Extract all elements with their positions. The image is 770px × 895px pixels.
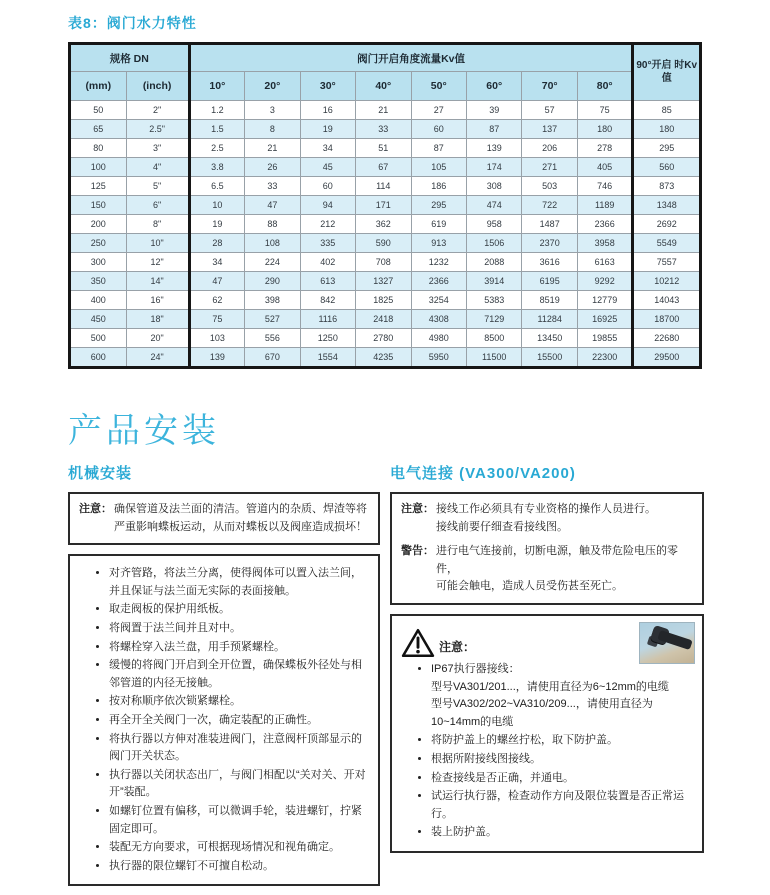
table-cell: 16": [126, 291, 189, 310]
table-row: [70, 215, 701, 234]
table-cell: 212: [300, 215, 355, 234]
table-cell: 746: [577, 177, 633, 196]
step-line: • 装上防护盖。: [431, 826, 497, 839]
table-cell: 3": [126, 139, 189, 158]
table-row: [70, 272, 701, 291]
electrical-caution-box: [390, 614, 704, 853]
table-row: [70, 177, 701, 196]
table-cell: 100: [70, 158, 127, 177]
table-cell: 405: [577, 158, 633, 177]
header-group-kv: 阀门开启角度流量Kv值: [189, 44, 633, 72]
table-cell: 50: [70, 101, 127, 120]
table-cell: 114: [356, 177, 411, 196]
table-cell: 958: [466, 215, 521, 234]
table-cell: 2370: [522, 234, 577, 253]
table-row: [70, 139, 701, 158]
table-row: [70, 329, 701, 348]
table-cell: 34: [300, 139, 355, 158]
table-cell: 560: [633, 158, 701, 177]
table-cell: 16925: [577, 310, 633, 329]
table-cell: 10212: [633, 272, 701, 291]
list-item: • 执行器以关闭状态出厂，与阀门相配以“关对关、开对开”装配。: [109, 767, 369, 802]
warning-text: [436, 543, 693, 596]
list-item: [431, 770, 693, 788]
table-cell: 180: [633, 120, 701, 139]
table-cell: 3: [245, 101, 300, 120]
caution-label: 注意：: [439, 639, 476, 654]
table-cell: 28: [189, 234, 244, 253]
table-cell: 2418: [356, 310, 411, 329]
table-cell: 6.5: [189, 177, 244, 196]
table-cell: 556: [245, 329, 300, 348]
table-row: [70, 158, 701, 177]
kv-table: [68, 42, 702, 369]
table-cell: 85: [633, 101, 701, 120]
table-cell: 290: [245, 272, 300, 291]
document-page: [68, 0, 702, 895]
table-cell: 4308: [411, 310, 466, 329]
table-subheader-row: [70, 72, 701, 101]
table-cell: 108: [245, 234, 300, 253]
step-line: • 试运行执行器，检查动作方向及限位装置是否正常运行。: [431, 790, 684, 820]
table-cell: 39: [466, 101, 521, 120]
subheader-cell: 60°: [466, 72, 521, 101]
table-cell: 19855: [577, 329, 633, 348]
table-cell: 19: [300, 120, 355, 139]
table-cell: 11284: [522, 310, 577, 329]
table-cell: 75: [577, 101, 633, 120]
table-cell: 1.5: [189, 120, 244, 139]
table-cell: 335: [300, 234, 355, 253]
table-cell: 503: [522, 177, 577, 196]
warning-row: [401, 543, 693, 596]
table-cell: 1554: [300, 348, 355, 368]
table-cell: 75: [189, 310, 244, 329]
table-cell: 137: [522, 120, 577, 139]
table-cell: 1327: [356, 272, 411, 291]
table-cell: 65: [70, 120, 127, 139]
cable-gland-photo: [639, 622, 695, 664]
table-cell: 7129: [466, 310, 521, 329]
list-item: • 装配无方向要求，可根据现场情况和视角确定。: [109, 839, 369, 857]
table-cell: 3.8: [189, 158, 244, 177]
table-cell: 87: [411, 139, 466, 158]
step-line: • 根据所附接线图接线。: [431, 752, 541, 765]
table-cell: 87: [466, 120, 521, 139]
table-cell: 3958: [577, 234, 633, 253]
table-cell: 9292: [577, 272, 633, 291]
list-item: • 按对称顺序依次锁紧螺栓。: [109, 693, 369, 711]
table-cell: 14043: [633, 291, 701, 310]
table-cell: 913: [411, 234, 466, 253]
table-row: [70, 348, 701, 368]
table-cell: 200: [70, 215, 127, 234]
header-col-90: 90°开启 时Kv值: [633, 44, 701, 101]
table-cell: 350: [70, 272, 127, 291]
table-cell: 20": [126, 329, 189, 348]
table-cell: 1232: [411, 253, 466, 272]
table-cell: 62: [189, 291, 244, 310]
list-item: • 如螺钉位置有偏移，可以微调手轮，装进螺钉，拧紧固定即可。: [109, 803, 369, 838]
table-cell: 5950: [411, 348, 466, 368]
table-cell: 51: [356, 139, 411, 158]
table-cell: 2366: [411, 272, 466, 291]
electrical-steps-list: [401, 661, 693, 842]
table-cell: 105: [411, 158, 466, 177]
table-cell: 7557: [633, 253, 701, 272]
table-cell: 5549: [633, 234, 701, 253]
table-cell: 271: [522, 158, 577, 177]
table-cell: 474: [466, 196, 521, 215]
electrical-heading: 电气连接 (VA300/VA200): [390, 465, 576, 482]
table-cell: 1250: [300, 329, 355, 348]
electrical-column: [390, 456, 704, 862]
step-line: • 将防护盖上的螺丝拧松，取下防护盖。: [431, 734, 618, 747]
table-cell: 2780: [356, 329, 411, 348]
table-row: [70, 253, 701, 272]
table-cell: 2": [126, 101, 189, 120]
notice-text: 确保管道及法兰面的清洁。管道内的杂质、焊渣等将严重影响蝶板运动，从而对蝶板以及阀座造成损坏！: [114, 503, 367, 533]
table-cell: 2.5": [126, 120, 189, 139]
table-row: [70, 196, 701, 215]
table-cell: 21: [356, 101, 411, 120]
table-cell: 8: [245, 120, 300, 139]
table-cell: 6163: [577, 253, 633, 272]
table-cell: 600: [70, 348, 127, 368]
subheader-cell: 10°: [189, 72, 244, 101]
table-row: [70, 234, 701, 253]
table-row: [70, 310, 701, 329]
table-cell: 308: [466, 177, 521, 196]
list-item: [431, 732, 693, 750]
notice-line: 接线工作必须具有专业资格的操作人员进行。: [436, 503, 656, 515]
table-cell: 29500: [633, 348, 701, 368]
table-cell: 708: [356, 253, 411, 272]
notice-row: [79, 501, 369, 536]
table-cell: 362: [356, 215, 411, 234]
cable-gland-body: [657, 630, 692, 650]
warning-line: 进行电气连接前，切断电源，触及带危险电压的零件，: [436, 545, 678, 575]
table-cell: 19: [189, 215, 244, 234]
table-cell: 300: [70, 253, 127, 272]
table-cell: 295: [411, 196, 466, 215]
table-cell: 180: [577, 120, 633, 139]
mechanical-steps-box: [68, 554, 380, 886]
table-cell: 33: [245, 177, 300, 196]
table-cell: 2366: [577, 215, 633, 234]
table-cell: 33: [356, 120, 411, 139]
list-item: • 将阀置于法兰间并且对中。: [109, 620, 369, 638]
table-cell: 1506: [466, 234, 521, 253]
notice-text: [436, 501, 693, 536]
table-cell: 722: [522, 196, 577, 215]
subheader-cell: 40°: [356, 72, 411, 101]
table-row: [70, 291, 701, 310]
table-cell: 400: [70, 291, 127, 310]
table-cell: 47: [189, 272, 244, 291]
table-cell: 125: [70, 177, 127, 196]
table-cell: 206: [522, 139, 577, 158]
list-item: • 再全开全关阀门一次，确定装配的正确性。: [109, 712, 369, 730]
table-cell: 10": [126, 234, 189, 253]
table-cell: 45: [300, 158, 355, 177]
table-cell: 10: [189, 196, 244, 215]
warning-label: 警告：: [401, 545, 434, 558]
list-item: [431, 661, 693, 731]
table-cell: 88: [245, 215, 300, 234]
table-cell: 139: [466, 139, 521, 158]
table-cell: 873: [633, 177, 701, 196]
warning-triangle-icon: [401, 627, 435, 659]
table-cell: 174: [466, 158, 521, 177]
table-cell: 103: [189, 329, 244, 348]
table-cell: 295: [633, 139, 701, 158]
mechanical-steps-list: [79, 565, 369, 875]
mechanical-notice-box: [68, 492, 380, 545]
two-column-layout: [68, 456, 702, 895]
table-cell: 139: [189, 348, 244, 368]
table-cell: 94: [300, 196, 355, 215]
table-cell: 590: [356, 234, 411, 253]
subheader-cell: (inch): [126, 72, 189, 101]
table-cell: 6195: [522, 272, 577, 291]
table-cell: 3914: [466, 272, 521, 291]
table-cell: 402: [300, 253, 355, 272]
table-cell: 4235: [356, 348, 411, 368]
table-cell: 1825: [356, 291, 411, 310]
table-cell: 47: [245, 196, 300, 215]
table-cell: 186: [411, 177, 466, 196]
table-cell: 5": [126, 177, 189, 196]
notice-label: 注意：: [401, 503, 434, 515]
step-line: 型号VA301/201...，请使用直径为6~12mm的电缆: [431, 680, 669, 693]
table-cell: 150: [70, 196, 127, 215]
table-cell: 26: [245, 158, 300, 177]
table-cell: 12779: [577, 291, 633, 310]
table-header: [70, 44, 701, 101]
table-cell: 2088: [466, 253, 521, 272]
step-line: • 检查接线是否正确，并通电。: [431, 771, 574, 784]
table-cell: 67: [356, 158, 411, 177]
table-cell: 18": [126, 310, 189, 329]
table-cell: 3616: [522, 253, 577, 272]
subheader-cell: (mm): [70, 72, 127, 101]
list-item: • 将执行器以方伸对准装进阀门，注意阀杆顶部显示的阀门开关状态。: [109, 731, 369, 766]
table-cell: 8500: [466, 329, 521, 348]
list-item: [431, 751, 693, 769]
list-item: • 缓慢的将阀门开启到全开位置，确保蝶板外径处与相邻管道的内径无接触。: [109, 657, 369, 692]
table-cell: 224: [245, 253, 300, 272]
table-cell: 6": [126, 196, 189, 215]
table-cell: 1487: [522, 215, 577, 234]
table-cell: 80: [70, 139, 127, 158]
table-cell: 22680: [633, 329, 701, 348]
table-cell: 5383: [466, 291, 521, 310]
table-cell: 500: [70, 329, 127, 348]
table-cell: 22300: [577, 348, 633, 368]
caution-header: [401, 623, 693, 659]
list-item: • 对齐管路，将法兰分离，使得阀体可以置入法兰间，并且保证与法兰面无实际的表面接触。: [109, 565, 369, 600]
table-title: 表8：阀门水力特性: [68, 15, 197, 31]
table-cell: 57: [522, 101, 577, 120]
subheader-cell: 30°: [300, 72, 355, 101]
list-item: • 取走阀板的保护用纸板。: [109, 601, 369, 619]
table-cell: 60: [300, 177, 355, 196]
table-cell: 4980: [411, 329, 466, 348]
table-cell: 3254: [411, 291, 466, 310]
step-line: 型号VA302/202~VA310/209...，请使用直径为10~14mm的电缆: [431, 698, 653, 728]
table-cell: 4": [126, 158, 189, 177]
table-cell: 250: [70, 234, 127, 253]
table-cell: 527: [245, 310, 300, 329]
table-cell: 1348: [633, 196, 701, 215]
table-cell: 1.2: [189, 101, 244, 120]
table-cell: 1189: [577, 196, 633, 215]
notice-row: [401, 501, 693, 536]
mechanical-heading: 机械安装: [68, 465, 133, 482]
list-item: [431, 824, 693, 842]
table-cell: 60: [411, 120, 466, 139]
table-cell: 2.5: [189, 139, 244, 158]
table-cell: 34: [189, 253, 244, 272]
table-row: [70, 120, 701, 139]
table-cell: 398: [245, 291, 300, 310]
subheader-cell: 50°: [411, 72, 466, 101]
step-line: • IP67执行器接线：: [431, 662, 520, 675]
table-body: [70, 101, 701, 368]
subheader-cell: 70°: [522, 72, 577, 101]
subheader-cell: 80°: [577, 72, 633, 101]
table-cell: 670: [245, 348, 300, 368]
list-item: • 执行器的限位螺钉不可擅自松动。: [109, 858, 369, 876]
table-cell: 2692: [633, 215, 701, 234]
table-cell: 619: [411, 215, 466, 234]
table-cell: 27: [411, 101, 466, 120]
header-group-dn: 规格 DN: [70, 44, 190, 72]
table-cell: 15500: [522, 348, 577, 368]
table-cell: 12": [126, 253, 189, 272]
section-title: 产品安装: [68, 412, 220, 450]
table-cell: 278: [577, 139, 633, 158]
warning-line: 可能会触电，造成人员受伤甚至死亡。: [436, 580, 623, 593]
table-cell: 21: [245, 139, 300, 158]
table-row: [70, 101, 701, 120]
table-cell: 8": [126, 215, 189, 234]
list-item: • 将螺栓穿入法兰盘，用手预紧螺栓。: [109, 639, 369, 657]
table-cell: 1116: [300, 310, 355, 329]
table-cell: 8519: [522, 291, 577, 310]
table-cell: 14": [126, 272, 189, 291]
table-cell: 171: [356, 196, 411, 215]
table-cell: 24": [126, 348, 189, 368]
table-cell: 18700: [633, 310, 701, 329]
table-cell: 450: [70, 310, 127, 329]
notice-label: 注意：: [79, 503, 112, 515]
table-cell: 842: [300, 291, 355, 310]
table-cell: 11500: [466, 348, 521, 368]
notice-line: 接线前要仔细查看接线图。: [436, 520, 568, 533]
mechanical-column: [68, 456, 380, 895]
electrical-notice-box: [390, 492, 704, 605]
table-cell: 13450: [522, 329, 577, 348]
subheader-cell: 20°: [245, 72, 300, 101]
table-cell: 16: [300, 101, 355, 120]
table-cell: 613: [300, 272, 355, 291]
